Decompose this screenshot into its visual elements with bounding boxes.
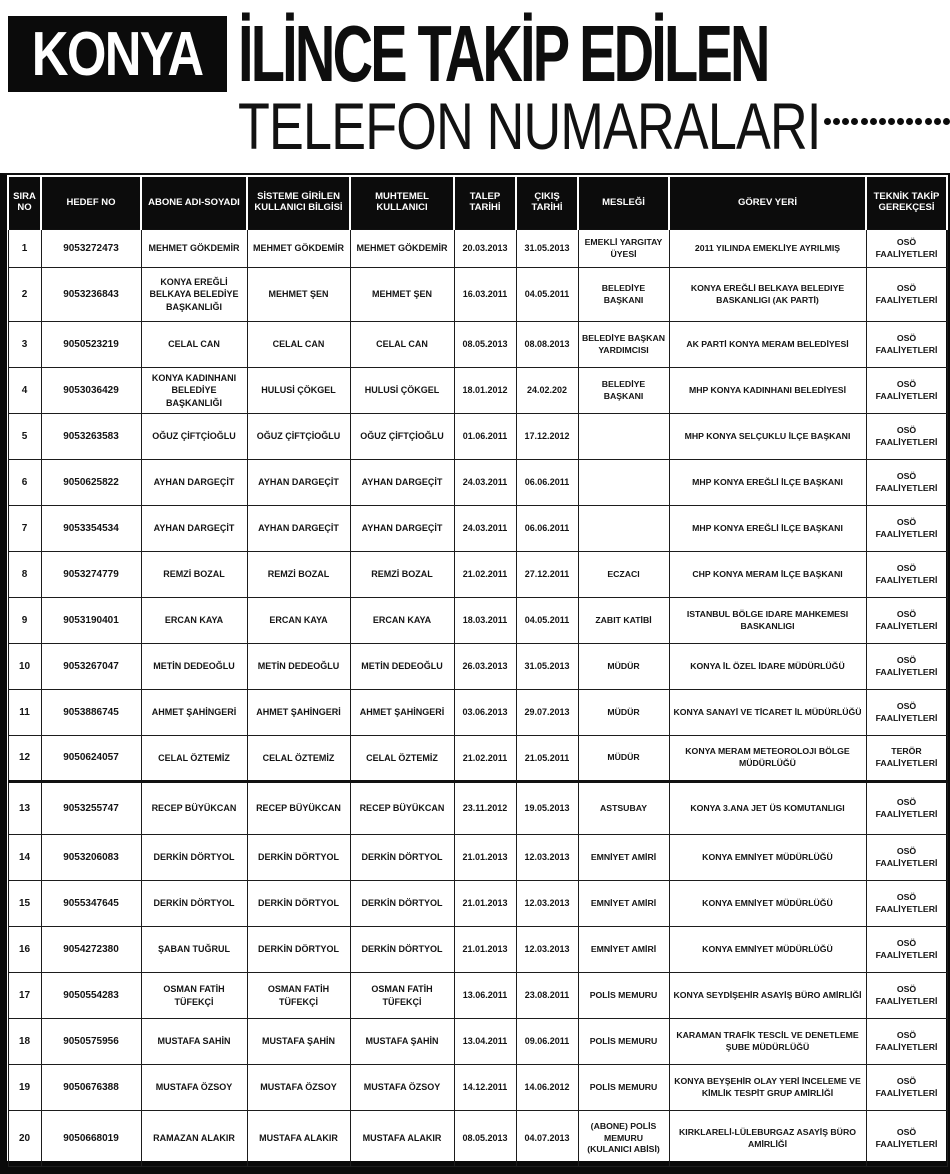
table-row — [8, 460, 947, 506]
cell-sisteme: REMZİ BOZAL — [247, 552, 350, 598]
cell-meslek: EMNİYET AMİRİ — [578, 927, 669, 973]
cell-gerekce: OSÖ FAALİYETLERİ — [866, 460, 947, 506]
dotted-line-decoration — [824, 117, 950, 125]
cell-sisteme: CELAL CAN — [247, 322, 350, 368]
cell-abone: DERKİN DÖRTYOL — [141, 881, 247, 927]
cell-talep: 14.12.2011 — [454, 1065, 516, 1111]
cell-gerekce: OSÖ FAALİYETLERİ — [866, 1111, 947, 1167]
cell-cikis: 09.06.2011 — [516, 1019, 578, 1065]
column-header-no: SIRA NO — [8, 176, 41, 230]
cell-gerekce: OSÖ FAALİYETLERİ — [866, 552, 947, 598]
cell-gerekce: OSÖ FAALİYETLERİ — [866, 1019, 947, 1065]
cell-hedef_no: 9050554283 — [41, 973, 141, 1019]
cell-sisteme: RECEP BÜYÜKCAN — [247, 782, 350, 835]
cell-no: 12 — [8, 736, 41, 782]
cell-muhtemel: CELAL CAN — [350, 322, 454, 368]
cell-meslek: BELEDİYE BAŞKAN YARDIMCISI — [578, 322, 669, 368]
table-header-row — [8, 176, 947, 230]
dot — [851, 118, 858, 125]
cell-cikis: 27.12.2011 — [516, 552, 578, 598]
cell-talep: 01.06.2011 — [454, 414, 516, 460]
cell-muhtemel: MUSTAFA ŞAHİN — [350, 1019, 454, 1065]
cell-muhtemel: DERKİN DÖRTYOL — [350, 835, 454, 881]
column-header-sisteme: SİSTEME GİRİLEN KULLANICI BİLGİSİ — [247, 176, 350, 230]
cell-meslek: MÜDÜR — [578, 690, 669, 736]
badge-text: KONYA — [32, 19, 203, 89]
table-row — [8, 736, 947, 782]
cell-hedef_no: 9050676388 — [41, 1065, 141, 1111]
cell-hedef_no: 9053272473 — [41, 230, 141, 268]
cell-hedef_no: 9050575956 — [41, 1019, 141, 1065]
table-header — [8, 176, 947, 230]
cell-gorev: MHP KONYA EREĞLİ İLÇE BAŞKANI — [669, 460, 866, 506]
table-row — [8, 368, 947, 414]
cell-gorev: KIRKLARELİ-LÜLEBURGAZ ASAYİŞ BÜRO AMİRLİĞİ — [669, 1111, 866, 1167]
cell-hedef_no: 9055347645 — [41, 881, 141, 927]
cell-hedef_no: 9053267047 — [41, 644, 141, 690]
cell-gerekce: OSÖ FAALİYETLERİ — [866, 506, 947, 552]
dot — [842, 118, 849, 125]
cell-cikis: 08.08.2013 — [516, 322, 578, 368]
cell-sisteme: MEHMET GÖKDEMİR — [247, 230, 350, 268]
table-row — [8, 973, 947, 1019]
column-header-abone: ABONE ADI-SOYADI — [141, 176, 247, 230]
cell-meslek: POLİS MEMURU — [578, 1019, 669, 1065]
table-row — [8, 1019, 947, 1065]
cell-gerekce: OSÖ FAALİYETLERİ — [866, 973, 947, 1019]
cell-meslek: (ABONE) POLİS MEMURU (KULANICI ABİSİ) — [578, 1111, 669, 1167]
cell-sisteme: AHMET ŞAHİNGERİ — [247, 690, 350, 736]
cell-gorev: KONYA EMNİYET MÜDÜRLÜĞÜ — [669, 835, 866, 881]
phone-tracking-table — [7, 175, 948, 1167]
cell-gorev: MHP KONYA EREĞLİ İLÇE BAŞKANI — [669, 506, 866, 552]
cell-hedef_no: 9050624057 — [41, 736, 141, 782]
cell-no: 6 — [8, 460, 41, 506]
dot — [870, 118, 877, 125]
column-header-talep: TALEP TARİHİ — [454, 176, 516, 230]
table-row — [8, 881, 947, 927]
column-header-cikis: ÇIKIŞ TARİHİ — [516, 176, 578, 230]
cell-no: 16 — [8, 927, 41, 973]
cell-talep: 08.05.2013 — [454, 322, 516, 368]
cell-gerekce: OSÖ FAALİYETLERİ — [866, 598, 947, 644]
table-row — [8, 644, 947, 690]
cell-no: 4 — [8, 368, 41, 414]
column-header-gerekce: TEKNİK TAKİP GEREKÇESİ — [866, 176, 947, 230]
cell-abone: REMZİ BOZAL — [141, 552, 247, 598]
cell-cikis: 04.05.2011 — [516, 598, 578, 644]
cell-hedef_no: 9053263583 — [41, 414, 141, 460]
cell-muhtemel: AYHAN DARGEÇİT — [350, 506, 454, 552]
cell-gorev: KARAMAN TRAFİK TESCİL VE DENETLEME ŞUBE MÜDÜRLÜĞÜ — [669, 1019, 866, 1065]
cell-gorev: 2011 YILINDA EMEKLİYE AYRILMIŞ — [669, 230, 866, 268]
cell-talep: 20.03.2013 — [454, 230, 516, 268]
cell-cikis: 14.06.2012 — [516, 1065, 578, 1111]
cell-hedef_no: 9053036429 — [41, 368, 141, 414]
dot — [888, 118, 895, 125]
cell-cikis: 29.07.2013 — [516, 690, 578, 736]
cell-meslek — [578, 460, 669, 506]
cell-talep: 24.03.2011 — [454, 506, 516, 552]
cell-abone: MUSTAFA SAHİN — [141, 1019, 247, 1065]
cell-cikis: 04.05.2011 — [516, 268, 578, 322]
column-header-hedef_no: HEDEF NO — [41, 176, 141, 230]
cell-gorev: KONYA BEYŞEHİR OLAY YERİ İNCELEME VE KİMLİK TESPİT GRUP AMİRLİĞİ — [669, 1065, 866, 1111]
cell-no: 2 — [8, 268, 41, 322]
cell-gerekce: OSÖ FAALİYETLERİ — [866, 1065, 947, 1111]
cell-muhtemel: REMZİ BOZAL — [350, 552, 454, 598]
cell-abone: ŞABAN TUĞRUL — [141, 927, 247, 973]
dot — [906, 118, 913, 125]
cell-talep: 24.03.2011 — [454, 460, 516, 506]
cell-cikis: 17.12.2012 — [516, 414, 578, 460]
cell-gorev: ISTANBUL BÖLGE IDARE MAHKEMESI BASKANLIGI — [669, 598, 866, 644]
cell-sisteme: DERKİN DÖRTYOL — [247, 835, 350, 881]
cell-no: 7 — [8, 506, 41, 552]
cell-cikis: 06.06.2011 — [516, 460, 578, 506]
cell-hedef_no: 9053274779 — [41, 552, 141, 598]
cell-cikis: 04.07.2013 — [516, 1111, 578, 1167]
dot — [833, 118, 840, 125]
cell-no: 17 — [8, 973, 41, 1019]
cell-cikis: 06.06.2011 — [516, 506, 578, 552]
cell-talep: 21.01.2013 — [454, 835, 516, 881]
cell-abone: OSMAN FATİH TÜFEKÇİ — [141, 973, 247, 1019]
cell-hedef_no: 9053206083 — [41, 835, 141, 881]
cell-abone: CELAL CAN — [141, 322, 247, 368]
cell-sisteme: ERCAN KAYA — [247, 598, 350, 644]
cell-muhtemel: AYHAN DARGEÇİT — [350, 460, 454, 506]
table-row — [8, 1111, 947, 1167]
cell-gerekce: OSÖ FAALİYETLERİ — [866, 230, 947, 268]
cell-meslek: BELEDİYE BAŞKANI — [578, 268, 669, 322]
konya-badge — [8, 16, 227, 92]
title-line-1: İLİNCE TAKİP EDİLEN — [238, 9, 768, 98]
column-header-meslek: MESLEĞİ — [578, 176, 669, 230]
cell-abone: AYHAN DARGEÇİT — [141, 460, 247, 506]
cell-gorev: MHP KONYA SELÇUKLU İLÇE BAŞKANI — [669, 414, 866, 460]
cell-talep: 08.05.2013 — [454, 1111, 516, 1167]
cell-gerekce: OSÖ FAALİYETLERİ — [866, 368, 947, 414]
dot — [824, 118, 831, 125]
cell-hedef_no: 9050625822 — [41, 460, 141, 506]
table-row — [8, 927, 947, 973]
cell-muhtemel: HULUSİ ÇÖKGEL — [350, 368, 454, 414]
cell-no: 11 — [8, 690, 41, 736]
cell-meslek: POLİS MEMURU — [578, 1065, 669, 1111]
cell-abone: METİN DEDEOĞLU — [141, 644, 247, 690]
table-row — [8, 506, 947, 552]
cell-gerekce: OSÖ FAALİYETLERİ — [866, 322, 947, 368]
cell-meslek: ZABIT KATİBİ — [578, 598, 669, 644]
cell-abone: DERKİN DÖRTYOL — [141, 835, 247, 881]
cell-cikis: 31.05.2013 — [516, 230, 578, 268]
cell-abone: MEHMET GÖKDEMİR — [141, 230, 247, 268]
masthead — [0, 0, 950, 173]
cell-talep: 13.04.2011 — [454, 1019, 516, 1065]
cell-gerekce: TERÖR FAALİYETLERİ — [866, 736, 947, 782]
cell-sisteme: MEHMET ŞEN — [247, 268, 350, 322]
cell-cikis: 19.05.2013 — [516, 782, 578, 835]
cell-hedef_no: 9053190401 — [41, 598, 141, 644]
cell-muhtemel: RECEP BÜYÜKCAN — [350, 782, 454, 835]
column-header-muhtemel: MUHTEMEL KULLANICI — [350, 176, 454, 230]
dot — [943, 118, 950, 125]
cell-no: 1 — [8, 230, 41, 268]
cell-hedef_no: 9054272380 — [41, 927, 141, 973]
cell-gorev: KONYA EREĞLİ BELKAYA BELEDIYE BASKANLIGI (AK PARTİ) — [669, 268, 866, 322]
cell-talep: 18.01.2012 — [454, 368, 516, 414]
cell-sisteme: CELAL ÖZTEMİZ — [247, 736, 350, 782]
cell-no: 18 — [8, 1019, 41, 1065]
cell-hedef_no: 9050523219 — [41, 322, 141, 368]
cell-abone: AYHAN DARGEÇİT — [141, 506, 247, 552]
cell-meslek: MÜDÜR — [578, 644, 669, 690]
cell-muhtemel: OĞUZ ÇİFTÇİOĞLU — [350, 414, 454, 460]
cell-muhtemel: AHMET ŞAHİNGERİ — [350, 690, 454, 736]
cell-sisteme: MUSTAFA ŞAHİN — [247, 1019, 350, 1065]
cell-sisteme: AYHAN DARGEÇİT — [247, 460, 350, 506]
cell-muhtemel: ERCAN KAYA — [350, 598, 454, 644]
cell-no: 19 — [8, 1065, 41, 1111]
cell-gorev: AK PARTİ KONYA MERAM BELEDİYESİ — [669, 322, 866, 368]
cell-sisteme: OSMAN FATİH TÜFEKÇİ — [247, 973, 350, 1019]
cell-meslek: POLİS MEMURU — [578, 973, 669, 1019]
cell-talep: 18.03.2011 — [454, 598, 516, 644]
table-row — [8, 414, 947, 460]
cell-meslek: BELEDİYE BAŞKANI — [578, 368, 669, 414]
cell-gerekce: OSÖ FAALİYETLERİ — [866, 927, 947, 973]
title-line-2: TELEFON NUMARALARI — [238, 89, 821, 163]
cell-gerekce: OSÖ FAALİYETLERİ — [866, 268, 947, 322]
dot — [897, 118, 904, 125]
cell-muhtemel: METİN DEDEOĞLU — [350, 644, 454, 690]
cell-meslek — [578, 506, 669, 552]
cell-talep: 21.01.2013 — [454, 881, 516, 927]
cell-abone: ERCAN KAYA — [141, 598, 247, 644]
dot — [879, 118, 886, 125]
dot — [861, 118, 868, 125]
cell-gorev: KONYA EMNİYET MÜDÜRLÜĞÜ — [669, 881, 866, 927]
cell-abone: OĞUZ ÇİFTÇİOĞLU — [141, 414, 247, 460]
table-row — [8, 230, 947, 268]
cell-sisteme: METİN DEDEOĞLU — [247, 644, 350, 690]
column-header-gorev: GÖREV YERİ — [669, 176, 866, 230]
phone-tracking-table-container — [0, 173, 950, 1174]
dot — [915, 118, 922, 125]
cell-cikis: 12.03.2013 — [516, 835, 578, 881]
cell-gorev: CHP KONYA MERAM İLÇE BAŞKANI — [669, 552, 866, 598]
cell-abone: AHMET ŞAHİNGERİ — [141, 690, 247, 736]
cell-sisteme: DERKİN DÖRTYOL — [247, 881, 350, 927]
cell-gorev: KONYA İL ÖZEL İDARE MÜDÜRLÜĞÜ — [669, 644, 866, 690]
table-row — [8, 835, 947, 881]
cell-talep: 21.02.2011 — [454, 736, 516, 782]
cell-hedef_no: 9053236843 — [41, 268, 141, 322]
cell-sisteme: MUSTAFA ÖZSOY — [247, 1065, 350, 1111]
cell-muhtemel: MEHMET ŞEN — [350, 268, 454, 322]
cell-no: 10 — [8, 644, 41, 690]
cell-meslek: EMNİYET AMİRİ — [578, 835, 669, 881]
cell-gorev: KONYA SANAYİ VE TİCARET İL MÜDÜRLÜĞÜ — [669, 690, 866, 736]
cell-gorev: KONYA EMNİYET MÜDÜRLÜĞÜ — [669, 927, 866, 973]
table-body — [8, 230, 947, 1167]
cell-meslek: ECZACI — [578, 552, 669, 598]
cell-talep: 16.03.2011 — [454, 268, 516, 322]
table-row — [8, 322, 947, 368]
cell-muhtemel: MUSTAFA ALAKIR — [350, 1111, 454, 1167]
cell-cikis: 12.03.2013 — [516, 927, 578, 973]
table-row — [8, 690, 947, 736]
dot — [925, 118, 932, 125]
cell-talep: 13.06.2011 — [454, 973, 516, 1019]
cell-meslek: MÜDÜR — [578, 736, 669, 782]
cell-abone: KONYA KADINHANI BELEDİYE BAŞKANLIĞI — [141, 368, 247, 414]
cell-hedef_no: 9050668019 — [41, 1111, 141, 1167]
cell-no: 20 — [8, 1111, 41, 1167]
cell-cikis: 12.03.2013 — [516, 881, 578, 927]
cell-muhtemel: CELAL ÖZTEMİZ — [350, 736, 454, 782]
cell-meslek — [578, 414, 669, 460]
cell-meslek: EMNİYET AMİRİ — [578, 881, 669, 927]
cell-sisteme: HULUSİ ÇÖKGEL — [247, 368, 350, 414]
cell-sisteme: OĞUZ ÇİFTÇİOĞLU — [247, 414, 350, 460]
table-row — [8, 552, 947, 598]
cell-gorev: MHP KONYA KADINHANI BELEDİYESİ — [669, 368, 866, 414]
cell-muhtemel: OSMAN FATİH TÜFEKÇİ — [350, 973, 454, 1019]
cell-no: 9 — [8, 598, 41, 644]
cell-cikis: 23.08.2011 — [516, 973, 578, 1019]
cell-no: 13 — [8, 782, 41, 835]
cell-talep: 23.11.2012 — [454, 782, 516, 835]
cell-muhtemel: MEHMET GÖKDEMİR — [350, 230, 454, 268]
cell-talep: 03.06.2013 — [454, 690, 516, 736]
cell-no: 3 — [8, 322, 41, 368]
cell-muhtemel: DERKİN DÖRTYOL — [350, 927, 454, 973]
table-row — [8, 598, 947, 644]
cell-cikis: 24.02.202 — [516, 368, 578, 414]
cell-abone: CELAL ÖZTEMİZ — [141, 736, 247, 782]
table-row — [8, 782, 947, 835]
cell-no: 5 — [8, 414, 41, 460]
cell-gorev: KONYA SEYDİŞEHİR ASAYİŞ BÜRO AMİRLİĞİ — [669, 973, 866, 1019]
cell-no: 15 — [8, 881, 41, 927]
cell-hedef_no: 9053255747 — [41, 782, 141, 835]
cell-muhtemel: DERKİN DÖRTYOL — [350, 881, 454, 927]
cell-meslek: EMEKLİ YARGITAY ÜYESİ — [578, 230, 669, 268]
cell-talep: 26.03.2013 — [454, 644, 516, 690]
table-row — [8, 1065, 947, 1111]
cell-gerekce: OSÖ FAALİYETLERİ — [866, 835, 947, 881]
cell-hedef_no: 9053354534 — [41, 506, 141, 552]
cell-cikis: 21.05.2011 — [516, 736, 578, 782]
cell-abone: MUSTAFA ÖZSOY — [141, 1065, 247, 1111]
cell-sisteme: AYHAN DARGEÇİT — [247, 506, 350, 552]
cell-gerekce: OSÖ FAALİYETLERİ — [866, 782, 947, 835]
table-row — [8, 268, 947, 322]
cell-abone: KONYA EREĞLİ BELKAYA BELEDİYE BAŞKANLIĞI — [141, 268, 247, 322]
cell-abone: RAMAZAN ALAKIR — [141, 1111, 247, 1167]
cell-abone: RECEP BÜYÜKCAN — [141, 782, 247, 835]
cell-gerekce: OSÖ FAALİYETLERİ — [866, 881, 947, 927]
cell-talep: 21.02.2011 — [454, 552, 516, 598]
cell-gorev: KONYA 3.ANA JET ÜS KOMUTANLIGI — [669, 782, 866, 835]
cell-hedef_no: 9053886745 — [41, 690, 141, 736]
cell-gerekce: OSÖ FAALİYETLERİ — [866, 644, 947, 690]
cell-gerekce: OSÖ FAALİYETLERİ — [866, 690, 947, 736]
cell-gerekce: OSÖ FAALİYETLERİ — [866, 414, 947, 460]
dot — [934, 118, 941, 125]
cell-sisteme: DERKİN DÖRTYOL — [247, 927, 350, 973]
cell-meslek: ASTSUBAY — [578, 782, 669, 835]
cell-no: 14 — [8, 835, 41, 881]
cell-no: 8 — [8, 552, 41, 598]
cell-muhtemel: MUSTAFA ÖZSOY — [350, 1065, 454, 1111]
cell-sisteme: MUSTAFA ALAKIR — [247, 1111, 350, 1167]
cell-talep: 21.01.2013 — [454, 927, 516, 973]
cell-gorev: KONYA MERAM METEOROLOJI BÖLGE MÜDÜRLÜĞÜ — [669, 736, 866, 782]
cell-cikis: 31.05.2013 — [516, 644, 578, 690]
